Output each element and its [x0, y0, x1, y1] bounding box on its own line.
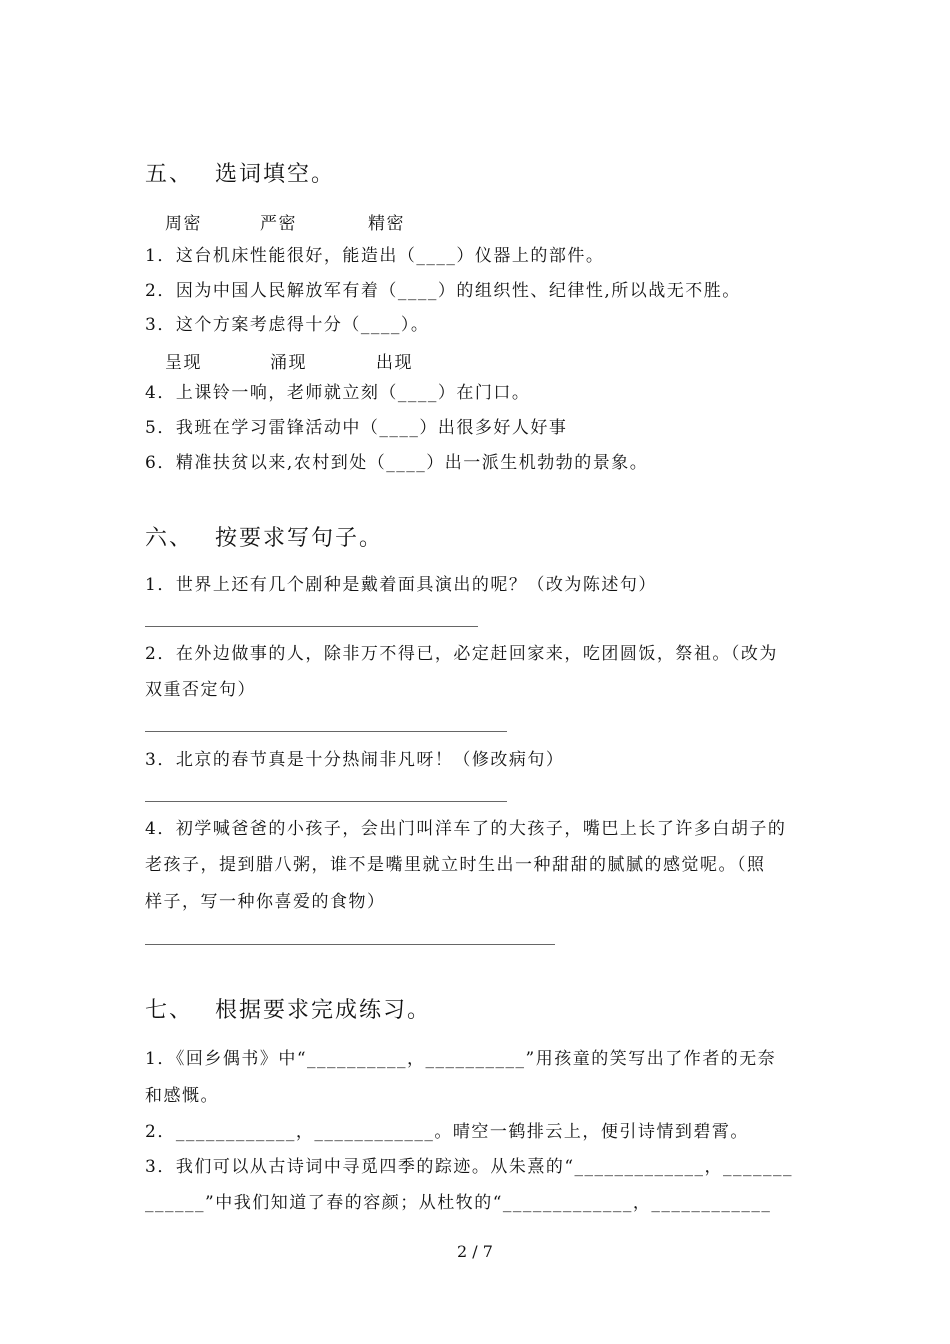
section-title: 选词填空。: [215, 162, 336, 187]
question-text: 2．在外边做事的人，除非万不得已，必定赶回家来，吃团圆饭，祭祖。（改为: [145, 644, 778, 664]
question-text: 双重否定句）: [145, 680, 256, 700]
question-text: ______”中我们知道了春的容颜；从杜牧的“_____________，____________: [145, 1193, 772, 1213]
word-choice: 出现: [376, 353, 413, 373]
word-choice: 呈现: [165, 353, 202, 373]
question-text: 1．世界上还有几个剧种是戴着面具演出的呢？（改为陈述句）: [145, 575, 657, 595]
word-choice: 涌现: [270, 353, 307, 373]
fill-item: 5．我班在学习雷锋活动中（____）出很多好人好事: [145, 418, 568, 438]
answer-line[interactable]: [145, 801, 507, 802]
section-number: 七、: [145, 998, 194, 1023]
fill-item: 6．精准扶贫以来,农村到处（____）出一派生机勃勃的景象。: [145, 453, 649, 473]
section-title: 根据要求完成练习。: [215, 998, 432, 1023]
answer-line[interactable]: [145, 626, 478, 627]
answer-line[interactable]: [145, 731, 507, 732]
word-choices-b: [165, 348, 413, 373]
word-choices-a: [165, 209, 405, 234]
word-choice: 严密: [260, 214, 297, 234]
question-text: 3．我们可以从古诗词中寻觅四季的踪迹。从朱熹的“_____________，_______: [145, 1157, 794, 1177]
word-choice: 周密: [165, 214, 202, 234]
section-number: 六、: [145, 526, 194, 551]
fill-item: 3．这个方案考虑得十分（____）。: [145, 315, 430, 335]
fill-item: 1．这台机床性能很好，能造出（____）仪器上的部件。: [145, 246, 605, 266]
question-text: 4．初学喊爸爸的小孩子，会出门叫洋车了的大孩子，嘴巴上长了许多白胡子的: [145, 819, 787, 839]
section-6-heading: [145, 521, 383, 552]
question-text: 1．《回乡偶书》中“__________，__________”用孩童的笑写出了作者的无奈: [145, 1049, 777, 1069]
question-text: 2．____________，____________。晴空一鹤排云上，便引诗情到碧霄。: [145, 1122, 749, 1142]
fill-item: 2．因为中国人民解放军有着（____）的组织性、纪律性,所以战无不胜。: [145, 281, 741, 301]
section-number: 五、: [145, 162, 194, 187]
section-title: 按要求写句子。: [215, 526, 384, 551]
page-number: 2 / 7: [457, 1242, 493, 1261]
question-text: 老孩子，提到腊八粥，谁不是嘴里就立时生出一种甜甜的腻腻的感觉呢。（照: [145, 855, 766, 875]
section-7-heading: [145, 993, 431, 1024]
answer-line[interactable]: [145, 944, 555, 945]
word-choice: 精密: [368, 214, 405, 234]
question-text: 和感慨。: [145, 1086, 219, 1106]
fill-item: 4．上课铃一响，老师就立刻（____）在门口。: [145, 383, 531, 403]
question-text: 样子，写一种你喜爱的食物）: [145, 892, 386, 912]
question-text: 3．北京的春节真是十分热闹非凡呀！（修改病句）: [145, 750, 565, 770]
section-5-heading: [145, 157, 335, 188]
